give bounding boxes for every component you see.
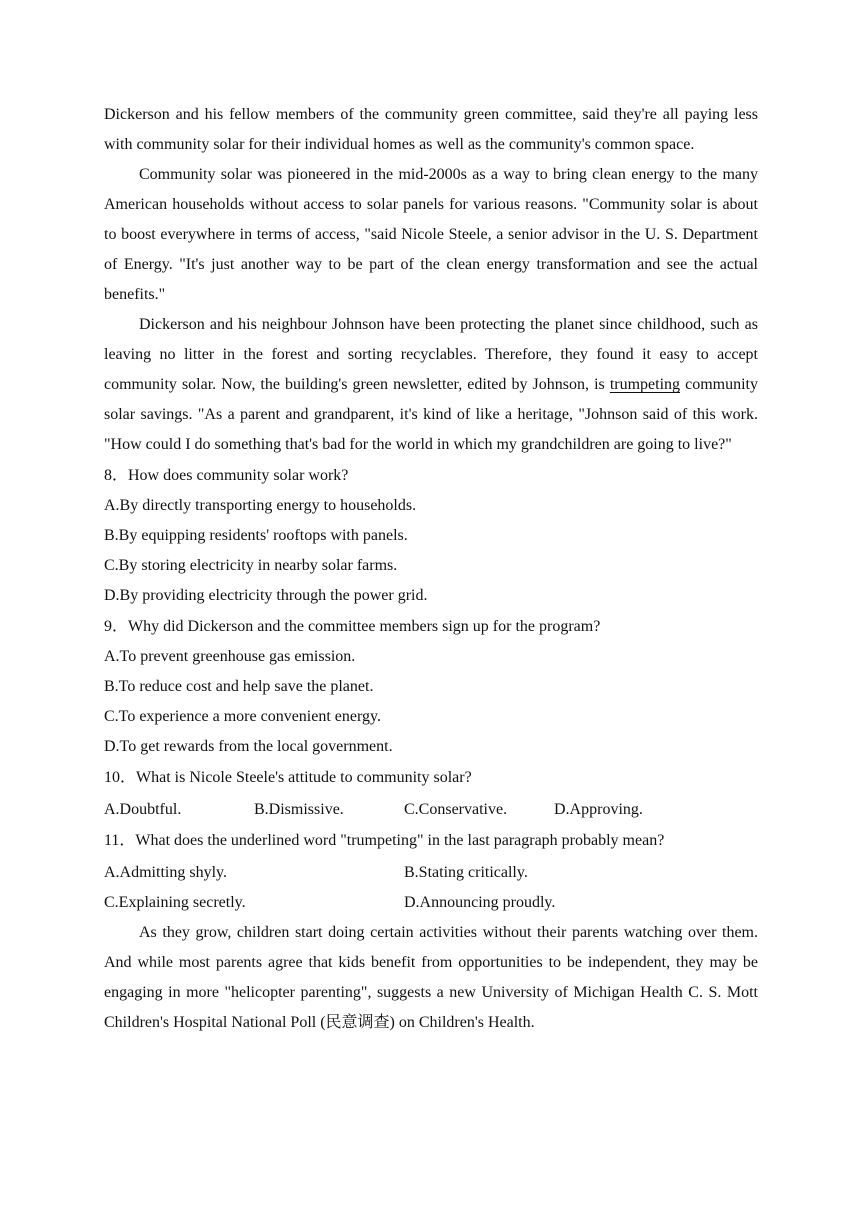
question-option: B.To reduce cost and help save the planet. (104, 678, 374, 695)
question-option: A.To prevent greenhouse gas emission. (104, 648, 356, 665)
underlined-word: trumpeting (609, 376, 681, 393)
question-option: C.By storing electricity in nearby solar farms. (104, 557, 398, 574)
question-option: B.Stating critically. (404, 864, 528, 881)
options-row (104, 795, 758, 825)
question-option: C.Explaining secretly. (104, 894, 246, 911)
question-option: B.Dismissive. (254, 801, 344, 818)
paragraph-helicopter-parenting: As they grow, children start doing certain activities without their parents watching over them. And while most parents agree that kids benefit from opportunities to be independent, they may be engaging in more "helicopter parenting", suggests a new University of Michigan Health C. S. Mott Children's Hospital National Poll (民意调查) on Children's Health. (104, 924, 758, 1031)
question-option: C.Conservative. (404, 801, 508, 818)
question-stem: 11．What does the underlined word "trumpeting" in the last paragraph probably mean? (104, 832, 665, 849)
question-option: D.Announcing proudly. (404, 894, 556, 911)
paragraph-text: Dickerson and his neighbour Johnson have been protecting the planet since childhood, such as leaving no litter in the forest and sorting recyclables. Therefore, they found it easy to accept community solar. Now, the building's green newsletter, edited by Johnson, is (104, 316, 758, 393)
paragraph-text: community solar savings. "As a parent and grandparent, it's kind of like a heritage, "Johnson said of this work. "How could I do something that's bad for the world in which my grandchildren are going to live?" (104, 376, 758, 453)
question-option: C.To experience a more convenient energy. (104, 708, 381, 725)
options-row (104, 888, 758, 918)
question-option: A.By directly transporting energy to households. (104, 497, 417, 514)
question-option: D.Approving. (554, 801, 643, 818)
options-row (104, 858, 758, 888)
question-option: A.Admitting shyly. (104, 864, 227, 881)
question-option: A.Doubtful. (104, 801, 182, 818)
question-option: D.By providing electricity through the power grid. (104, 587, 428, 604)
paragraph-continued: Dickerson and his fellow members of the community green committee, said they're all paying less with community solar for their individual homes as well as the community's common space. (104, 106, 758, 153)
question-stem: 9．Why did Dickerson and the committee members sign up for the program? (104, 618, 601, 635)
paragraph-community-solar: Community solar was pioneered in the mid-2000s as a way to bring clean energy to the many American households without access to solar panels for various reasons. "Community solar is about to boost everywhere in terms of access, "said Nicole Steele, a senior advisor in the U. S. Department of Energy. "It's just another way to be part of the clean energy transformation and see the actual benefits." (104, 166, 758, 303)
question-stem: 10．What is Nicole Steele's attitude to community solar? (104, 769, 472, 786)
question-option: D.To get rewards from the local government. (104, 738, 393, 755)
question-stem: 8．How does community solar work? (104, 467, 349, 484)
document-page (104, 100, 758, 1038)
paragraph-dickerson-johnson (104, 310, 758, 460)
question-option: B.By equipping residents' rooftops with panels. (104, 527, 408, 544)
